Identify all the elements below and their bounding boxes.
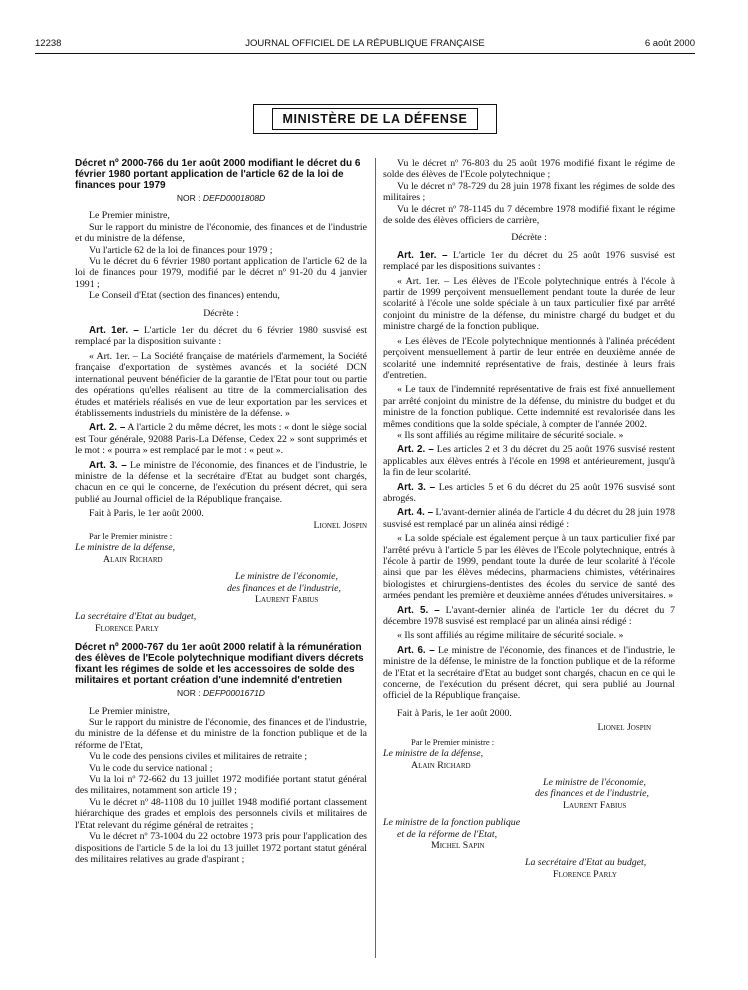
- signature-pm: Lionel Jospin: [597, 722, 651, 734]
- article-text: L'avant-dernier alinéa de l'article 4 du décret du 28 juin 1978 susvisé est remplacé par un alinéa ainsi rédigé :: [383, 507, 675, 530]
- nor-code: DEFD0001808D: [202, 193, 266, 203]
- header-rule: [35, 53, 695, 54]
- nor-label: NOR :: [176, 193, 201, 203]
- article-label: Art. 6. –: [397, 644, 435, 656]
- article-label: Art. 3. –: [89, 459, 127, 471]
- left-column: [75, 158, 367, 865]
- column-divider: [375, 158, 376, 958]
- signature-defense: Alain Richard: [411, 759, 471, 771]
- signature-budget: Florence Parly: [553, 868, 617, 880]
- by-pm: Par le Premier ministre :: [89, 530, 173, 541]
- article-text: A l'article 2 du même décret, les mots : « dont le siège social est Tour générale, 92088 Paris-La Défense, Cedex 22 » sont supprimés et le mot : « pourra » est remplacé par le mot : « peut ».: [75, 422, 368, 457]
- page-number: 12238: [35, 38, 62, 49]
- ministry-heading: MINISTÈRE DE LA DÉFENSE: [272, 108, 479, 130]
- right-column: [383, 158, 675, 880]
- article-label: Art. 1er. –: [397, 249, 448, 261]
- article-quote: « Ils sont affiliés au régime militaire de sécurité sociale. »: [397, 630, 624, 642]
- article-quote: « Art. 1er. – Les élèves de l'Ecole polytechnique entrés à l'école à partir de 1999 perçoivent mensuellement pendant toute la durée de leur scolarité à l'école une solde spéciale à un taux particulier fixé par arrêté conjoint du ministre de la défense, du ministre chargé du budget et du ministre chargé de la fonction publique.: [383, 275, 675, 333]
- paragraph: Vu le décret nº 78-729 du 28 juin 1978 fixant les régimes de solde des militaires ;: [383, 180, 675, 204]
- article-2: [75, 422, 367, 456]
- article-quote: « La solde spéciale est également perçue à un taux particulier fixé par l'arrêté prévu à l'article 5 par les élèves de l'Ecole polytechnique, entrés à l'école à partir de 1999, pendant toute la durée de leur scolarité à l'école ainsi que par les élèves médecins, pharmaciens chimistes, vétérinaires biologistes et chirurgiens-dentistes des écoles du service de santé des armées pendant les première et deuxième années d'études universitaires. »: [383, 533, 675, 602]
- by-pm: Par le Premier ministre :: [411, 736, 495, 747]
- paragraph: Le Conseil d'Etat (section des finances) entendu,: [89, 290, 280, 302]
- article-text: L'avant-dernier alinéa de l'article 1er du décret du 7 décembre 1978 susvisé est remplacé par un alinéa ainsi rédigé :: [383, 604, 675, 628]
- paragraph: Le Premier ministre,: [89, 210, 170, 222]
- decree-title: Décret nº 2000-767 du 1er août 2000 relatif à la rémunération des élèves de l'Ecole polytechnique modifiant divers décrets fixant les régimes de solde et les accessoires de solde des militaires et portant création d'une indemnité d'entretien: [75, 642, 364, 687]
- paragraph: Vu l'article 62 de la loi de finances pour 1979 ;: [89, 244, 273, 256]
- signature-economy: Laurent Fabius: [255, 594, 319, 605]
- paragraph: Vu le décret nº 73-1004 du 22 octobre 1973 pris pour l'application des dispositions de l'article 5 de la loi du 13 juillet 1972 portant statut général des militaires relatives au grade d'aspirant ;: [75, 831, 367, 865]
- article-label: Art. 4. –: [397, 507, 434, 519]
- nor-label: NOR :: [177, 688, 201, 699]
- secretary-budget: La secrétaire d'Etat au budget,: [525, 857, 647, 869]
- signature-economy: Laurent Fabius: [563, 799, 627, 811]
- nor-code: DEFP0001671D: [203, 688, 265, 699]
- signature-civil-service: Michel Sapin: [431, 839, 485, 851]
- running-header: [35, 38, 695, 54]
- article-quote: « Art. 1er. – La Société française de matériels d'armement, la Société française d'exportation de systèmes avancés et la société DCN international peuvent bénéficier de la garantie de l'Etat pour tout ou partie des opérations qu'elles réalisent au titre de la commercialisation des études et matériels réalisés en vue de leur exportation par les services et établissements industriels du ministère de la défense. »: [75, 350, 367, 419]
- nor-reference: [75, 193, 367, 204]
- paragraph: Le Premier ministre,: [89, 705, 170, 717]
- paragraph: Vu le décret nº 78-1145 du 7 décembre 1978 modifié fixant le régime de solde des élèves officiers de carrière,: [383, 203, 675, 227]
- paragraph: Vu la loi nº 72-662 du 13 juillet 1972 modifiée portant statut général des militaires, notamment son article 19 ;: [75, 774, 367, 797]
- decrete: Décrète :: [203, 307, 239, 319]
- article-text: L'article 1er du décret du 25 août 1976 susvisé est remplacé par les dispositions suivantes :: [383, 249, 675, 273]
- signature-defense: Alain Richard: [103, 553, 163, 565]
- article-1: [383, 250, 675, 273]
- article-text: Le ministre de l'économie, des finances et de l'industrie, le ministre de la défense, le ministre de la fonction publique et de la réforme de l'Etat et la secrétaire d'Etat au budget sont chargés, chacun en ce qui le concerne, de l'exécution du présent décret, qui sera publié au Journal officiel de la République française.: [383, 644, 675, 702]
- article-quote: « Le taux de l'indemnité représentative de frais est fixé annuellement par arrêté conjoint du ministre de la défense, du ministre du budget et du ministre de la fonction publique. Cette indemnité est revalorisée dans les mêmes conditions que la solde spéciale, à compter de l'année 2002.: [383, 384, 675, 430]
- done-at: Fait à Paris, le 1er août 2000.: [397, 707, 512, 719]
- article-text: Le ministre de l'économie, des finances et de l'industrie, le ministre de la défense et la secrétaire d'Etat au budget sont chargés, chacun en ce qui le concerne, de l'exécution du présent décret, qui sera publié au Journal officiel de la République française.: [75, 459, 367, 505]
- paragraph: Vu le décret nº 76-803 du 25 août 1976 modifié fixant le régime de solde des élèves de l'Ecole polytechnique ;: [383, 158, 675, 181]
- article-label: Art. 2. –: [397, 444, 434, 456]
- article-6: [383, 645, 675, 702]
- article-text: L'article 1er du décret du 6 février 1980 susvisé est remplacé par la disposition suivante :: [75, 325, 368, 348]
- article-text: Les articles 5 et 6 du décret du 25 août 1976 susvisé sont abrogés.: [383, 481, 675, 504]
- minister-defense: Le ministre de la défense,: [75, 542, 176, 554]
- article-label: Art. 3. –: [397, 481, 436, 493]
- article-5: [383, 605, 675, 628]
- ministry-heading-box: [253, 104, 497, 134]
- article-2: [383, 444, 675, 478]
- article-4: [383, 507, 675, 530]
- decree-title: Décret nº 2000-766 du 1er août 2000 modifiant le décret du 6 février 1980 portant application de l'article 62 de la loi de finances pour 1979: [75, 158, 361, 191]
- paragraph: Sur le rapport du ministre de l'économie, des finances et de l'industrie, du ministre de la défense et du ministre de la fonction publique et de la réforme de l'Etat,: [75, 717, 367, 751]
- paragraph: Vu le décret du 6 février 1980 portant application de l'article 62 de la loi de finances pour 1979, modifié par le décret nº 91-20 du 4 janvier 1991 ;: [75, 256, 367, 290]
- article-3: [383, 482, 675, 505]
- minister-civil-service-2: et de la réforme de l'Etat,: [397, 828, 498, 840]
- article-label: Art. 2. –: [89, 422, 126, 434]
- article-label: Art. 1er. –: [89, 325, 139, 337]
- article-label: Art. 5. –: [397, 604, 440, 616]
- minister-economy-2: des finances et de l'industrie,: [535, 788, 649, 800]
- done-at: Fait à Paris, le 1er août 2000.: [89, 508, 204, 520]
- issue-date: 6 août 2000: [644, 38, 695, 49]
- nor-reference: [75, 688, 367, 699]
- decrete: Décrète :: [511, 232, 547, 244]
- signature-pm: Lionel Jospin: [313, 519, 367, 531]
- signature-budget: Florence Parly: [95, 622, 159, 634]
- minister-economy-2: des finances et de l'industrie,: [227, 582, 341, 594]
- paragraph: Vu le code du service national ;: [89, 762, 213, 774]
- paragraph: Sur le rapport du ministre de l'économie, des finances et de l'industrie et du ministre de la défense,: [75, 221, 367, 245]
- paragraph: Vu le code des pensions civiles et militaires de retraite ;: [89, 751, 308, 763]
- minister-economy: Le ministre de l'économie,: [543, 776, 646, 788]
- article-3: [75, 460, 367, 506]
- minister-defense: Le ministre de la défense,: [383, 748, 484, 760]
- minister-economy: Le ministre de l'économie,: [235, 571, 338, 583]
- journal-title: JOURNAL OFFICIEL DE LA RÉPUBLIQUE FRANÇAISE: [245, 38, 485, 49]
- article-1: [75, 325, 367, 348]
- article-quote: « Ils sont affiliés au régime militaire de sécurité sociale. »: [397, 429, 624, 441]
- secretary-budget: La secrétaire d'Etat au budget,: [75, 611, 197, 623]
- article-quote: « Les élèves de l'Ecole polytechnique mentionnés à l'alinéa précédent perçoivent mensuellement à partir de leur entrée en deuxième année de scolarité une indemnité représentative de frais, destinée à leurs frais d'entretien.: [383, 335, 675, 381]
- article-text: Les articles 2 et 3 du décret du 25 août 1976 susvisé restent applicables aux élèves entrés à l'école en 1998 et antérieurement, jusqu'à la fin de leur scolarité.: [383, 444, 676, 479]
- minister-civil-service: Le ministre de la fonction publique: [383, 817, 521, 829]
- paragraph: Vu le décret nº 48-1108 du 10 juillet 1948 modifié portant classement hiérarchique des grades et emplois des personnels civils et militaires de l'Etat relevant du régime général de retraites ;: [75, 796, 367, 831]
